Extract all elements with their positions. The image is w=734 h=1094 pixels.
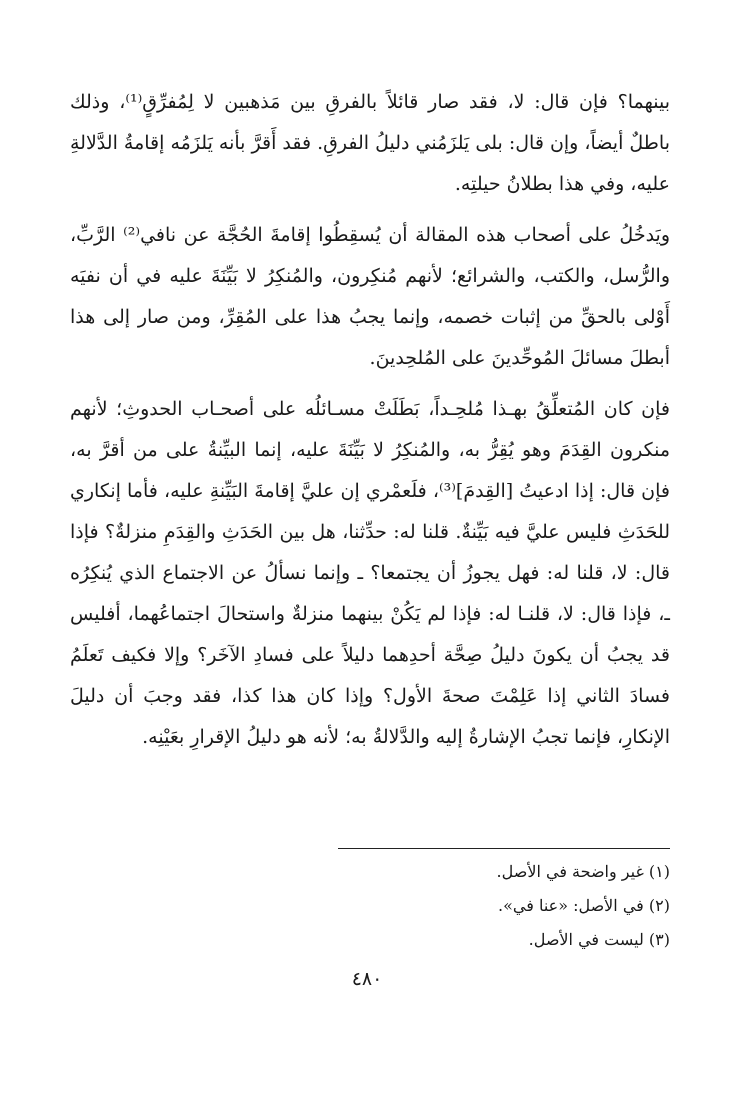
paragraph-3: فإن كان المُتعلِّقُ بهـذا مُلحِـداً، بَطَلَتْ مسـائلُه على أصحـاب الحدوثِ؛ لأنهم منكرون القِدَمَ وهو يُقِرُّ به، والمُنكِرُ لا بَيِّنَةَ عليه، إنما البيِّنةُ على من أقرَّ به، فإن قال: إذا ادعيتُ [القِدمَ]⁽³⁾، فلَعمْري إن عليَّ إقامةَ البَيِّنةِ عليه، فأما إنكاري للحَدَثِ فليس عليَّ فيه بَيِّنةٌ. قلنا له: حدِّثنا، هل بين الحَدَثِ والقِدَمِ منزلةٌ؟ فإذا قال: لا، قلنا له: فهل يجوزُ أن يجتمعا؟ ـ وإنما نسألُ عن الاجتماع الذي يُنكِرُه ـ، فإذا قال: لا، قلنـا له: فإذا لم يَكُنْ بينهما منزلةٌ واستحالَ اجتماعُهما، أفليس قد يجبُ أن يكونَ دليلُ صِحَّة أحدِهما دليلاً على فسادِ الآخَر؟ وإلا فكيف تَعلَمُ فسادَ الثاني إذا عَلِمْتَ صحةَ الأول؟ وإذا كان هذا كذا، فقد وجبَ أن دليلَ الإنكارِ، فإنما تجبُ الإشارةُ إليه والدَّلالةُ به؛ لأنه هو دليلُ الإقرارِ بعَيْنِه.: [70, 398, 670, 748]
footnote-1: (١) غير واضحة في الأصل.: [496, 862, 670, 881]
footnote-3: (٣) ليست في الأصل.: [528, 930, 670, 949]
main-text: [70, 82, 670, 758]
footnote-2: (٢) في الأصل: «عنا في».: [498, 896, 670, 915]
footnote-separator: [338, 848, 670, 849]
paragraph-1: بينهما؟ فإن قال: لا، فقد صار قائلاً بالفرقِ بين مَذهبين لا لِمُفرِّقٍ⁽¹⁾، وذلك باطلٌ أيضاً، وإن قال: بلى يَلزَمُني دليلُ الفرقِ. فقد أَقرَّ بأنه يَلزَمُه إقامةُ الدَّلالةِ عليه، وفي هذا بطلانُ حيلتِه.: [70, 91, 670, 195]
paragraph-2: ويَدخُلُ على أصحاب هذه المقالة أن يُسقِطُوا إقامةَ الحُجَّة عن نافي⁽²⁾ الرَّبِّ، والرُّسل، والكتب، والشرائع؛ لأنهم مُنكِرون، والمُنكِرُ لا بَيِّنَةَ عليه في أن نفيَه أَوْلى بالحقِّ من إثبات خصمه، وإنما يجبُ هذا على المُقِرِّ، ومن صار إلى هذا أبطلَ مسائلَ المُوحِّدينَ على المُلحِدينَ.: [70, 224, 671, 369]
footnotes: [270, 855, 670, 957]
page-number: ٤٨٠: [351, 968, 383, 990]
